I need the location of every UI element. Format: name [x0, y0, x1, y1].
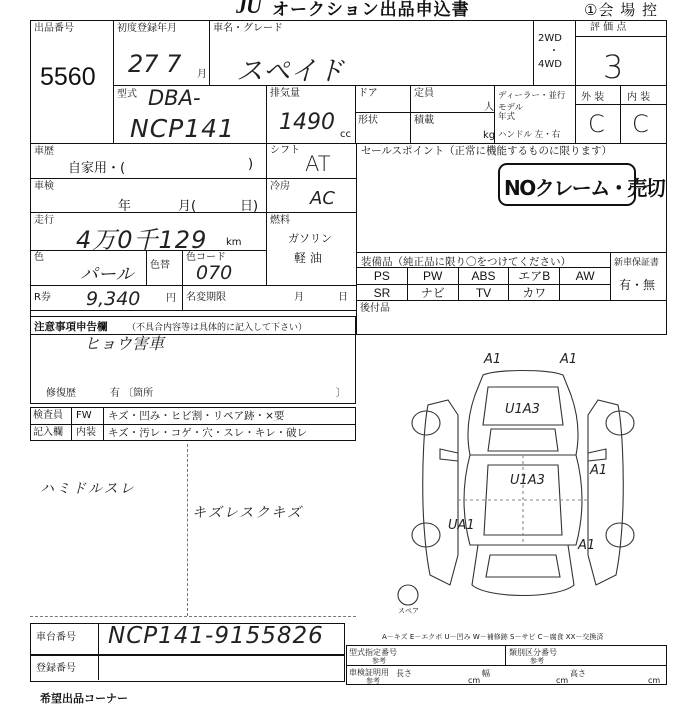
car-left-side	[423, 400, 458, 585]
usage-close: )	[248, 157, 254, 172]
height-label: 高さ	[570, 669, 586, 678]
equipment-cell[interactable]: AW	[559, 267, 610, 284]
equipment-cell[interactable]: ナビ	[407, 284, 458, 301]
equipment-cell[interactable]	[559, 284, 610, 301]
damage-mark-a1-right-low[interactable]: A1	[578, 538, 596, 553]
drive-2wd: 2WD	[538, 33, 562, 44]
color-code-label: 色コード	[186, 252, 226, 263]
damage-legend: A－キズ E－エクボ U－凹み W－補修跡 S－サビ C－腐食 XX－交換済	[382, 633, 604, 641]
damage-mark-a1-top-right[interactable]: A1	[560, 352, 578, 367]
damage-mark-a1-top-left[interactable]: A1	[484, 352, 502, 367]
load-label: 積載	[414, 115, 434, 126]
first-registration-label: 初度登録年月	[117, 23, 177, 34]
damage-mark-u1a3-hood[interactable]: U1A3	[510, 473, 545, 488]
model-value[interactable]: DBA-	[148, 86, 201, 110]
inspection-month: 月(	[178, 199, 197, 214]
warranty-value: 有・無	[619, 278, 656, 292]
ac-label: 冷房	[270, 181, 290, 192]
entry-code: 内装	[76, 427, 96, 438]
shape-label: 形状	[358, 115, 378, 126]
class-sub: 参考	[530, 657, 544, 665]
model-value-2[interactable]: NCP141	[130, 114, 235, 143]
brand-logo: JU	[236, 0, 261, 18]
inspector-code: FW	[76, 410, 92, 421]
equipment-cell[interactable]: PW	[407, 267, 458, 284]
mileage-value[interactable]: 4万0千129	[76, 226, 208, 254]
class-label: 類別区分番号	[509, 648, 557, 657]
name-change-day: 日	[338, 292, 348, 303]
wheel-rear-right	[606, 523, 634, 547]
entry-label: 記入欄	[33, 427, 63, 438]
handle-label: ハンドル 左・右	[498, 130, 561, 140]
interior-value[interactable]: C	[632, 110, 649, 138]
wheel-rear-left	[412, 523, 440, 547]
drive-4wd: 4WD	[538, 59, 562, 70]
lot-number: 5560	[40, 63, 96, 91]
damage-mark-a1-right[interactable]: A1	[590, 463, 608, 478]
ac-value[interactable]: AC	[310, 188, 335, 209]
fuel-diesel: 軽 油	[294, 251, 322, 265]
first-registration-value[interactable]: 27 7	[128, 50, 182, 78]
notes-label: 注意事項申告欄	[34, 321, 108, 333]
shift-label: シフト	[270, 145, 300, 156]
entry-items: キズ・汚レ・コゲ・穴・スレ・キレ・破レ	[108, 427, 308, 439]
spec-sub: 参考	[372, 657, 386, 665]
fuel-gasoline: ガソリン	[288, 232, 332, 245]
aftermarket-label: 後付品	[360, 303, 390, 314]
name-change-month: 月	[294, 292, 304, 303]
form-title: オークション出品申込書	[272, 0, 470, 20]
equipment-grid	[356, 267, 610, 300]
inspector-items: キズ・凹み・ヒビ割・リペア跡・×要	[108, 410, 285, 422]
equipment-cell[interactable]: カワ	[508, 284, 559, 301]
registration-box	[30, 655, 345, 682]
door-label: ドア	[358, 88, 378, 99]
exterior-value[interactable]: C	[588, 110, 605, 138]
km-unit: km	[226, 237, 242, 248]
name-change-label: 名変期限	[186, 292, 226, 303]
car-damage-diagram	[388, 355, 658, 625]
equipment-cell[interactable]: PS	[356, 267, 407, 284]
score-value[interactable]: 3	[603, 48, 624, 86]
spare-label: スペア	[398, 607, 419, 615]
model-label: 型式	[117, 89, 137, 100]
reg-cert-label: 車検証明用	[349, 668, 389, 677]
score-label: 評 価 点	[590, 22, 627, 33]
usage-value: 自家用・(	[68, 161, 126, 176]
equipment-cell[interactable]: エアB	[508, 267, 559, 284]
length-label: 長さ	[396, 669, 412, 678]
exterior-label: 外 装	[581, 92, 605, 103]
dealer-label: ディーラー・並行	[498, 91, 566, 101]
inspector-label: 検査員	[33, 410, 63, 421]
registration-label: 登録番号	[36, 663, 76, 674]
color-code-value[interactable]: 070	[196, 262, 233, 284]
length-unit: cm	[468, 676, 481, 685]
inspection-day: 日)	[240, 199, 259, 214]
interior-label: 内 装	[627, 92, 651, 103]
equipment-label: 装備品（純正品に限り〇をつけてください）	[361, 256, 571, 268]
width-label: 幅	[482, 669, 490, 678]
equipment-cell[interactable]: ABS	[458, 267, 509, 284]
spare-tire	[398, 585, 418, 605]
height-unit: cm	[648, 676, 661, 685]
fuel-label: 燃料	[270, 215, 290, 226]
recycle-label: R券	[34, 292, 51, 303]
car-right-side	[588, 400, 623, 585]
notes-sub: （不具合内容等は具体的に記入して下さい）	[127, 323, 308, 333]
displacement-value[interactable]: 1490	[279, 110, 335, 135]
car-name-value[interactable]: スペイド	[236, 56, 344, 87]
car-name-label: 車名・グレード	[213, 23, 283, 34]
yen-unit: 円	[166, 293, 176, 304]
capacity-unit: 人	[484, 102, 494, 113]
sales-point-label: セールスポイント（正常に機能するものに限ります）	[361, 145, 613, 157]
mileage-label: 走行	[34, 215, 54, 226]
equipment-cell[interactable]: SR	[356, 284, 407, 301]
color-value[interactable]: パール	[80, 264, 134, 285]
damage-mark-ua1-left[interactable]: UA1	[448, 518, 475, 533]
displacement-label: 排気量	[270, 88, 300, 99]
spec-label: 型式指定番号	[349, 648, 397, 657]
repair-value: 有 〔箇所	[110, 388, 154, 399]
chassis-label: 車台番号	[36, 632, 76, 643]
capacity-label: 定員	[414, 88, 434, 99]
footer-corner-label: 希望出品コーナー	[40, 692, 128, 705]
month-suffix: 月	[197, 69, 207, 80]
hand-note-1[interactable]: ハミドルスレ	[40, 481, 136, 497]
reg-cert-sub: 参考	[366, 677, 380, 685]
inspection-year: 年	[118, 199, 132, 214]
chassis-value[interactable]: NCP141-9155826	[108, 623, 324, 649]
cc-unit: cc	[340, 129, 351, 140]
shift-value[interactable]: AT	[305, 152, 331, 176]
width-unit: cm	[556, 676, 569, 685]
usage-label: 車歴	[34, 146, 54, 157]
repair-close: 〕	[336, 388, 346, 399]
hand-note-2[interactable]: キズレスクキズ	[192, 505, 304, 521]
venue-copy-label: ①会 場 控	[584, 1, 658, 19]
repair-label: 修復歴	[46, 388, 76, 399]
model-year-label: モデル年式	[498, 103, 524, 122]
lot-number-label: 出品番号	[34, 23, 74, 34]
kg-unit: kg	[483, 130, 496, 141]
no-claim-stamp-text: NOクレーム・売切	[504, 176, 665, 200]
color-change-label: 色替	[150, 260, 170, 271]
damage-mark-u1a3-roof[interactable]: U1A3	[505, 402, 540, 417]
color-label: 色	[34, 252, 44, 263]
recycle-value[interactable]: 9,340	[86, 288, 141, 310]
drive-dot: ・	[549, 46, 559, 57]
equipment-cell[interactable]: TV	[458, 284, 509, 301]
notes-value[interactable]: ヒョウ害車	[84, 334, 165, 353]
inspection-label: 車検	[34, 181, 54, 192]
new-warranty-label: 新車保証書	[614, 258, 660, 268]
